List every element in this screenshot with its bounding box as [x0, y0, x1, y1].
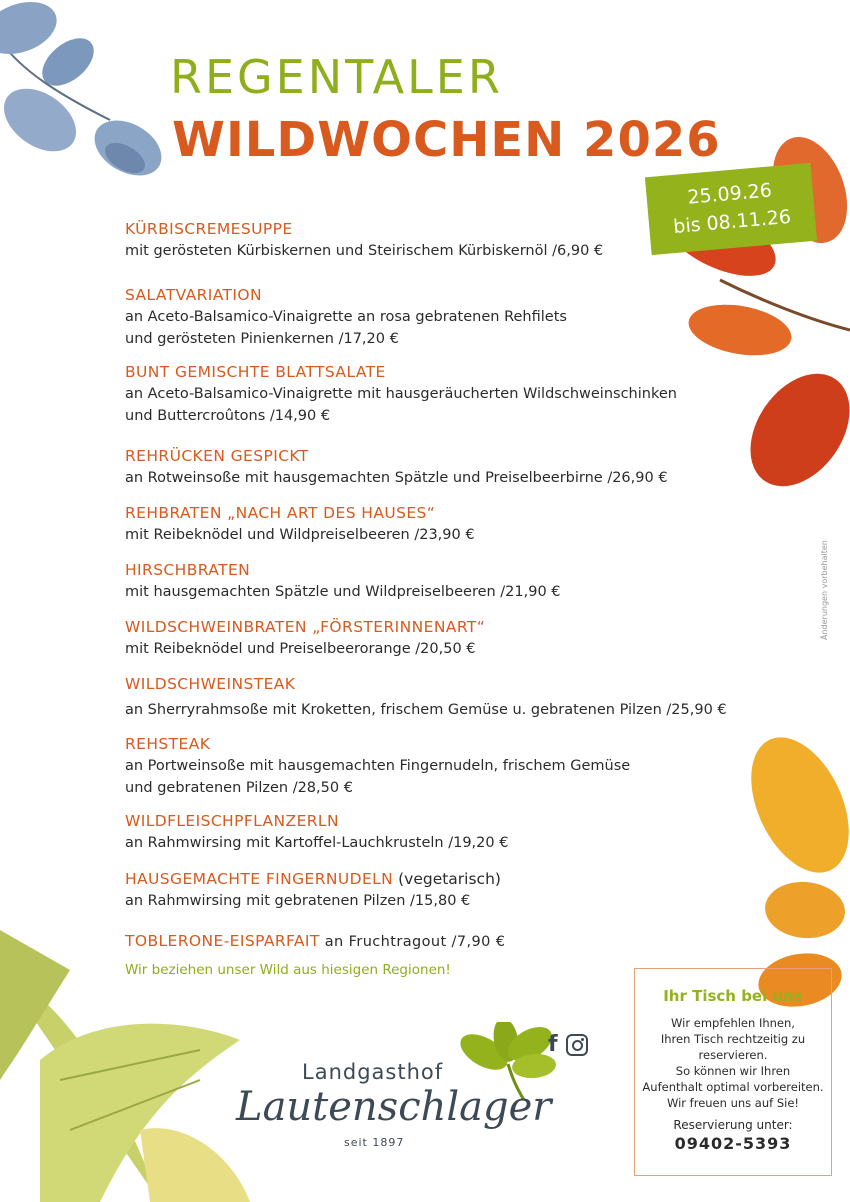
menu-item: [125, 733, 785, 799]
reservation-text: [635, 1015, 831, 1111]
menu-item: [125, 868, 785, 912]
dish-note: (vegetarisch): [393, 870, 501, 888]
dish-description: mit Reibeknödel und Wildpreiselbeeren /23,90 €: [125, 527, 475, 543]
reservation-line: So können wir Ihren: [675, 1064, 791, 1078]
menu-item: [125, 810, 785, 854]
instagram-icon[interactable]: [566, 1034, 588, 1056]
reservation-line: reservieren.: [698, 1048, 768, 1062]
dish-description: an Fruchtragout /7,90 €: [319, 934, 506, 950]
menu-item: [125, 361, 785, 427]
logo-landgasthof: Landgasthof: [302, 1060, 444, 1084]
facebook-icon[interactable]: f: [548, 1032, 558, 1057]
dish-description: und gebratenen Pilzen /28,50 €: [125, 780, 353, 796]
menu-item: [125, 559, 785, 603]
logo-since: seit 1897: [344, 1136, 405, 1149]
dish-name: SALATVARIATION: [125, 286, 262, 304]
reservation-title: Ihr Tisch bei uns: [663, 987, 803, 1005]
dish-description: mit gerösteten Kürbiskernen und Steirischem Kürbiskernöl /6,90 €: [125, 243, 604, 259]
menu-item: [125, 502, 785, 546]
dish-description: an Aceto-Balsamico-Vinaigrette an rosa gebratenen Rehfilets: [125, 309, 567, 325]
menu-item: [125, 673, 785, 721]
dish-name: KÜRBISCREMESUPPE: [125, 220, 293, 238]
dish-description: mit Reibeknödel und Preiselbeerorange /20,50 €: [125, 641, 476, 657]
dish-name: HAUSGEMACHTE FINGERNUDELN: [125, 870, 394, 888]
dish-name: BUNT GEMISCHTE BLATTSALATE: [125, 363, 386, 381]
dish-name: WILDSCHWEINSTEAK: [125, 675, 296, 693]
dish-name: WILDSCHWEINBRATEN „FÖRSTERINNENART“: [125, 618, 486, 636]
reservation-line: Wir empfehlen Ihnen,: [671, 1016, 795, 1030]
dish-name: WILDFLEISCHPFLANZERLN: [125, 812, 339, 830]
title-regentaler: REGENTALER: [170, 50, 503, 104]
dish-description: an Rahmwirsing mit gebratenen Pilzen /15,80 €: [125, 893, 471, 909]
dish-description: an Portweinsoße mit hausgemachten Fingernudeln, frischem Gemüse: [125, 758, 631, 774]
menu-item: [125, 930, 785, 953]
dish-description: an Rahmwirsing mit Kartoffel-Lauchkrusteln /19,20 €: [125, 835, 509, 851]
dish-description: und gerösteten Pinienkernen /17,20 €: [125, 331, 399, 347]
dish-name: REHSTEAK: [125, 735, 211, 753]
regional-wild-note: Wir beziehen unser Wild aus hiesigen Regionen!: [125, 962, 451, 978]
dish-name: REHBRATEN „NACH ART DES HAUSES“: [125, 504, 436, 522]
changes-reserved-note: Änderungen vorbehalten: [820, 540, 829, 640]
menu-item: [125, 445, 785, 489]
dish-description: mit hausgemachten Spätzle und Wildpreiselbeeren /21,90 €: [125, 584, 561, 600]
menu-item: [125, 616, 785, 660]
restaurant-logo: [236, 1022, 596, 1162]
reservation-label: Reservierung unter:: [673, 1118, 793, 1132]
reservation-box: [634, 968, 832, 1176]
dish-description: an Sherryrahmsoße mit Kroketten, frischem Gemüse u. gebratenen Pilzen /25,90 €: [125, 702, 727, 718]
dish-description: und Buttercroûtons /14,90 €: [125, 408, 331, 424]
blue-leaves-decoration: [0, 0, 180, 200]
menu-item: [125, 218, 785, 262]
dish-description: an Rotweinsoße mit hausgemachten Spätzle und Preiselbeerbirne /26,90 €: [125, 470, 668, 486]
social-links: [548, 1032, 588, 1057]
dish-name: TOBLERONE-EISPARFAIT: [125, 932, 320, 950]
title-wildwochen: WILDWOCHEN 2026: [172, 112, 721, 168]
dish-name: REHRÜCKEN GESPICKT: [125, 447, 309, 465]
dish-description: an Aceto-Balsamico-Vinaigrette mit hausgeräucherten Wildschweinschinken: [125, 386, 677, 402]
reservation-line: Wir freuen uns auf Sie!: [666, 1096, 800, 1110]
menu-item: [125, 284, 785, 350]
reservation-phone[interactable]: 09402-5393: [674, 1134, 792, 1153]
dish-name: HIRSCHBRATEN: [125, 561, 251, 579]
reservation-line: Ihren Tisch rechtzeitig zu: [660, 1032, 806, 1046]
logo-lautenschlager: Lautenschlager: [236, 1084, 552, 1130]
reservation-line: Aufenthalt optimal vorbereiten.: [642, 1080, 824, 1094]
date-to: bis 08.11.26: [672, 205, 792, 239]
date-from: 25.09.26: [686, 179, 773, 209]
